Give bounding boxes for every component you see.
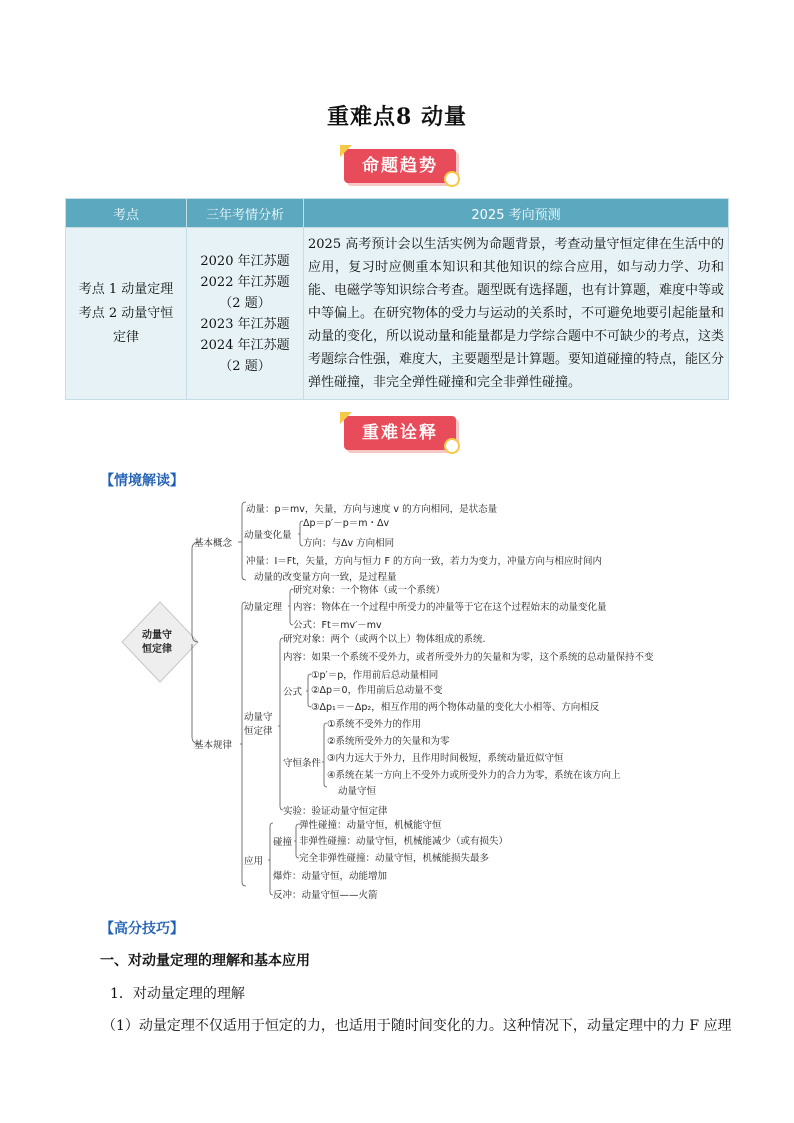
forecast-cell: 2025 高考预计会以生活实例为命题背景，考查动量守恒定律在生活中的应用，复习时应侧重本知识和其他知识的综合应用，如与动力学、功和能、电磁学等知识综合考查。题型既有选择题，也有计算题，难度中等或中等偏上。在研究物体的受力与运动的关系时，不可避免地要引起能量和动量的变化，所以说动量和能量都是力学综合题中不可缺少的考点，这类考题综合性强，难度大，主要题型是计算题。要知道碰撞的特点，能区分弹性碰撞，非完全弹性碰撞和完全非弹性碰撞。	[304, 228, 729, 400]
mindmap-center: 恒定律	[142, 644, 172, 655]
table-header: 2025 考向预测	[304, 199, 729, 228]
page-title: 重难点8 动量	[327, 104, 467, 130]
heading-1: 一、对动量定理的理解和基本应用	[100, 953, 310, 969]
node-cond-label: 守恒条件	[283, 758, 322, 769]
node-app-label: 应用	[244, 856, 264, 867]
node-cons: 内容：如果一个系统不受外力，或者所受外力的矢量和为零，这个系统的总动量保持不变	[283, 652, 654, 663]
topic-cell: 考点 1 动量定理 考点 2 动量守恒 定律	[66, 228, 187, 400]
node-formula: ①p′＝p，作用前后总动量相同	[311, 670, 439, 681]
node-theorem: 公式：Ft＝mv′－mv	[293, 620, 382, 631]
table-header: 考点	[66, 199, 187, 228]
exam-history-cell: 2020 年江苏题 2022 年江苏题 （2 题） 2023 年江苏题 2024 年江苏题 （2 题）	[187, 228, 304, 400]
node-theorem: 研究对象：一个物体（或一个系统）	[293, 585, 446, 596]
node-experiment: 实验：验证动量守恒定律	[283, 806, 388, 817]
node-cons-label: 动量守	[244, 712, 273, 723]
node-coll: 非弹性碰撞：动量守恒，机械能减少（或有损失）	[299, 836, 509, 847]
node-dp2: 方向：与Δv 方向相同	[303, 538, 395, 549]
node-cond: 动量守恒	[338, 786, 377, 797]
node-cons: 研究对象：两个（或两个以上）物体组成的系统.	[283, 634, 486, 645]
momentum-mindmap	[120, 494, 700, 904]
node-explosion: 爆炸：动量守恒，动能增加	[273, 871, 388, 882]
node-dp1: Δp＝p′－p＝m・Δv	[303, 518, 390, 529]
node-formula-label: 公式	[283, 687, 303, 698]
node-dp-label: 动量变化量	[244, 530, 292, 541]
node-coll: 完全非弹性碰撞：动量守恒，机械能损失最多	[299, 853, 490, 864]
node-formula: ③Δp₁＝－Δp₂，相互作用的两个物体动量的变化大小相等、方向相反	[311, 702, 600, 713]
node-theorem: 内容：物体在一个过程中所受力的冲量等于它在这个过程始末的动量变化量	[293, 602, 607, 613]
trend-table	[65, 198, 729, 400]
node-recoil: 反冲：动量守恒——火箭	[273, 890, 378, 901]
ring-decoration-icon	[444, 438, 460, 454]
node-impulse: 动量的改变量方向一致，是过程量	[254, 572, 397, 583]
node-momentum: 动量：p＝mv，矢量，方向与速度 v 的方向相同，是状态量	[246, 504, 498, 515]
mindmap-center: 动量守	[142, 630, 172, 641]
ring-decoration-icon	[444, 171, 460, 187]
heading-2: 1．对动量定理的理解	[110, 986, 245, 1002]
node-cond: ②系统所受外力的矢量和为零	[327, 736, 450, 747]
node-impulse: 冲量：I＝Ft，矢量，方向与恒力 F 的方向一致，若力为变力，冲量方向与相应时间内	[246, 556, 602, 567]
table-header: 三年考情分析	[187, 199, 304, 228]
section-context: 【情境解读】	[100, 473, 184, 489]
node-cond: ④系统在某一方向上不受外力或所受外力的合力为零，系统在该方向上	[327, 770, 621, 781]
node-cond: ①系统不受外力的作用	[327, 719, 422, 730]
paragraph: （1）动量定理不仅适用于恒定的力，也适用于随时间变化的力。这种情况下，动量定理中的力 F 应理	[102, 1018, 732, 1034]
node-basic-concept: 基本概念	[194, 538, 233, 549]
trend-banner: 命题趋势	[340, 145, 458, 185]
node-basic-law: 基本规律	[194, 740, 233, 751]
node-formula: ②Δp＝0，作用前后总动量不变	[311, 685, 443, 696]
node-cons-label: 恒定律	[244, 726, 273, 737]
node-cond: ③内力远大于外力，且作用时间极短，系统动量近似守恒	[327, 753, 564, 764]
explain-banner: 重难诠释	[340, 412, 458, 452]
node-coll: 弹性碰撞：动量守恒，机械能守恒	[299, 820, 442, 831]
section-skills: 【高分技巧】	[100, 921, 184, 937]
node-coll-label: 碰撞	[273, 837, 293, 848]
node-theorem-label: 动量定理	[244, 602, 283, 613]
